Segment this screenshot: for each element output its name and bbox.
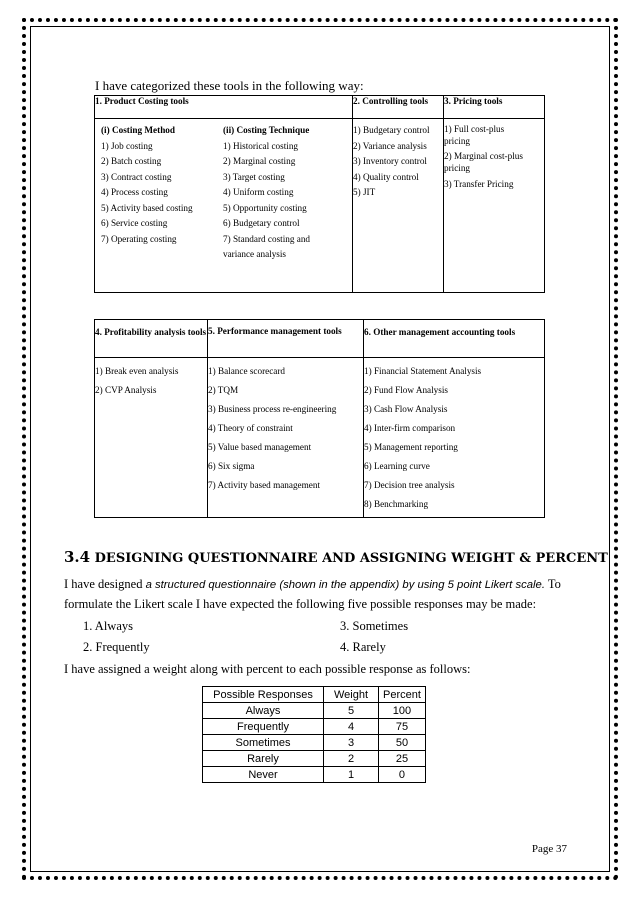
intro-text: I have categorized these tools in the following way:: [95, 78, 364, 93]
list-item: 5) Opportunity costing: [223, 202, 307, 213]
list-item: 5) JIT: [353, 187, 376, 197]
response-2: 2. Frequently: [83, 640, 150, 654]
list-item: 3) Contract costing: [101, 171, 172, 182]
table-cell: Rarely: [203, 751, 324, 767]
list-item: 1) Full cost-plus pricing: [444, 124, 505, 146]
list-item: 2) CVP Analysis: [95, 385, 157, 395]
table-cell: Sometimes: [203, 735, 324, 751]
para1-italic: a structured questionnaire (shown in the appendix) by using 5 point Likert scale.: [145, 579, 545, 591]
list-item: 1) Budgetary control: [353, 125, 430, 135]
table-cell: 100: [379, 703, 426, 719]
paragraph-3: I have assigned a weight along with percent to each possible response as follows:: [64, 662, 471, 676]
product-costing-cell: [95, 119, 353, 293]
list-item: 1) Balance scorecard: [208, 366, 286, 376]
performance-header: 5. Performance management tools: [208, 320, 364, 358]
controlling-header: 2. Controlling tools: [353, 96, 444, 119]
table-cell: 50: [379, 735, 426, 751]
para1-tail: To: [544, 577, 561, 591]
table-row: [203, 703, 426, 719]
profitability-header: 4. Profitability analysis tools: [95, 320, 208, 358]
profitability-cell: [95, 358, 208, 518]
costing-method-list: [95, 119, 217, 263]
tools-table-2: [94, 319, 545, 518]
costing-technique-title: (ii) Costing Technique: [223, 125, 310, 135]
list-item: 1) Job costing: [101, 140, 153, 151]
table-cell: 4: [324, 719, 379, 735]
other-tools-header: 6. Other management accounting tools: [364, 320, 545, 358]
pricing-cell: [444, 119, 545, 293]
list-item: 3) Business process re-engineering: [208, 404, 337, 414]
table-row: [203, 751, 426, 767]
list-item: 6) Budgetary control: [223, 218, 300, 228]
list-item: 6) Service costing: [101, 218, 168, 228]
list-item: 3) Target costing: [223, 171, 285, 182]
table-cell: Frequently: [203, 719, 324, 735]
list-item: 3) Cash Flow Analysis: [364, 404, 448, 414]
tools-table-1: [94, 95, 545, 293]
table-cell: Always: [203, 703, 324, 719]
list-item: 5) Management reporting: [364, 442, 458, 452]
list-item: 4) Theory of constraint: [208, 423, 293, 433]
table-cell: 2: [324, 751, 379, 767]
section-heading: [64, 548, 608, 566]
list-item: 7) Operating costing: [101, 233, 177, 244]
list-item: 6) Learning curve: [364, 461, 430, 471]
list-item: 8) Benchmarking: [364, 499, 429, 509]
list-item: 2) TQM: [208, 385, 239, 395]
para1-lead: I have designed: [64, 577, 146, 591]
list-item: 5) Activity based costing: [101, 202, 193, 213]
table-row: [203, 735, 426, 751]
costing-method-title: (i) Costing Method: [101, 125, 176, 135]
list-item: 4) Uniform costing: [223, 187, 294, 197]
list-item: 2) Marginal costing: [223, 156, 296, 166]
table-row: [203, 719, 426, 735]
list-item: 3) Inventory control: [353, 156, 427, 166]
paragraph-1: [64, 577, 561, 592]
table-cell: 0: [379, 767, 426, 783]
other-tools-cell: [364, 358, 545, 518]
list-item: 5) Value based management: [208, 442, 312, 452]
table-cell: 75: [379, 719, 426, 735]
column-header: Possible Responses: [203, 687, 324, 703]
page-number: Page 37: [531, 843, 567, 855]
list-item: 4) Quality control: [353, 171, 419, 182]
list-item: 1) Break even analysis: [95, 366, 179, 376]
list-item: 7) Activity based management: [208, 480, 321, 490]
section-title: DESIGNING QUESTIONNAIRE AND ASSIGNING WEIGHT & PERCENT: [94, 551, 608, 566]
response-4: 4. Rarely: [340, 640, 386, 654]
table-cell: 1: [324, 767, 379, 783]
weights-table: [202, 686, 426, 783]
controlling-cell: [353, 119, 444, 293]
list-item: 2) Batch costing: [101, 156, 162, 166]
list-item: 7) Standard costing and variance analysis: [223, 233, 311, 259]
list-item: 6) Six sigma: [208, 461, 255, 471]
list-item: 1) Historical costing: [223, 140, 299, 151]
table-cell: 25: [379, 751, 426, 767]
costing-technique-list: [217, 119, 334, 263]
list-item: 2) Marginal cost-plus pricing: [444, 151, 523, 173]
list-item: 4) Inter-firm comparison: [364, 423, 456, 433]
list-item: 2) Variance analysis: [353, 140, 427, 151]
list-item: 2) Fund Flow Analysis: [364, 385, 448, 395]
table-cell: Never: [203, 767, 324, 783]
table-cell: 5: [324, 703, 379, 719]
paragraph-2: formulate the Likert scale I have expected the following five possible responses may be made:: [64, 597, 537, 611]
list-item: 4) Process costing: [101, 187, 168, 197]
list-item: 3) Transfer Pricing: [444, 179, 514, 189]
list-item: 7) Decision tree analysis: [364, 480, 455, 490]
column-header: Weight: [324, 687, 379, 703]
response-3: 3. Sometimes: [340, 619, 409, 633]
response-1: 1. Always: [83, 619, 133, 633]
product-costing-header: 1. Product Costing tools: [95, 96, 353, 119]
list-item: 1) Financial Statement Analysis: [364, 366, 482, 376]
pricing-header: 3. Pricing tools: [444, 96, 545, 119]
performance-cell: [208, 358, 364, 518]
column-header: Percent: [379, 687, 426, 703]
section-number: 3.4: [64, 548, 91, 566]
table-cell: 3: [324, 735, 379, 751]
table-row: [203, 767, 426, 783]
